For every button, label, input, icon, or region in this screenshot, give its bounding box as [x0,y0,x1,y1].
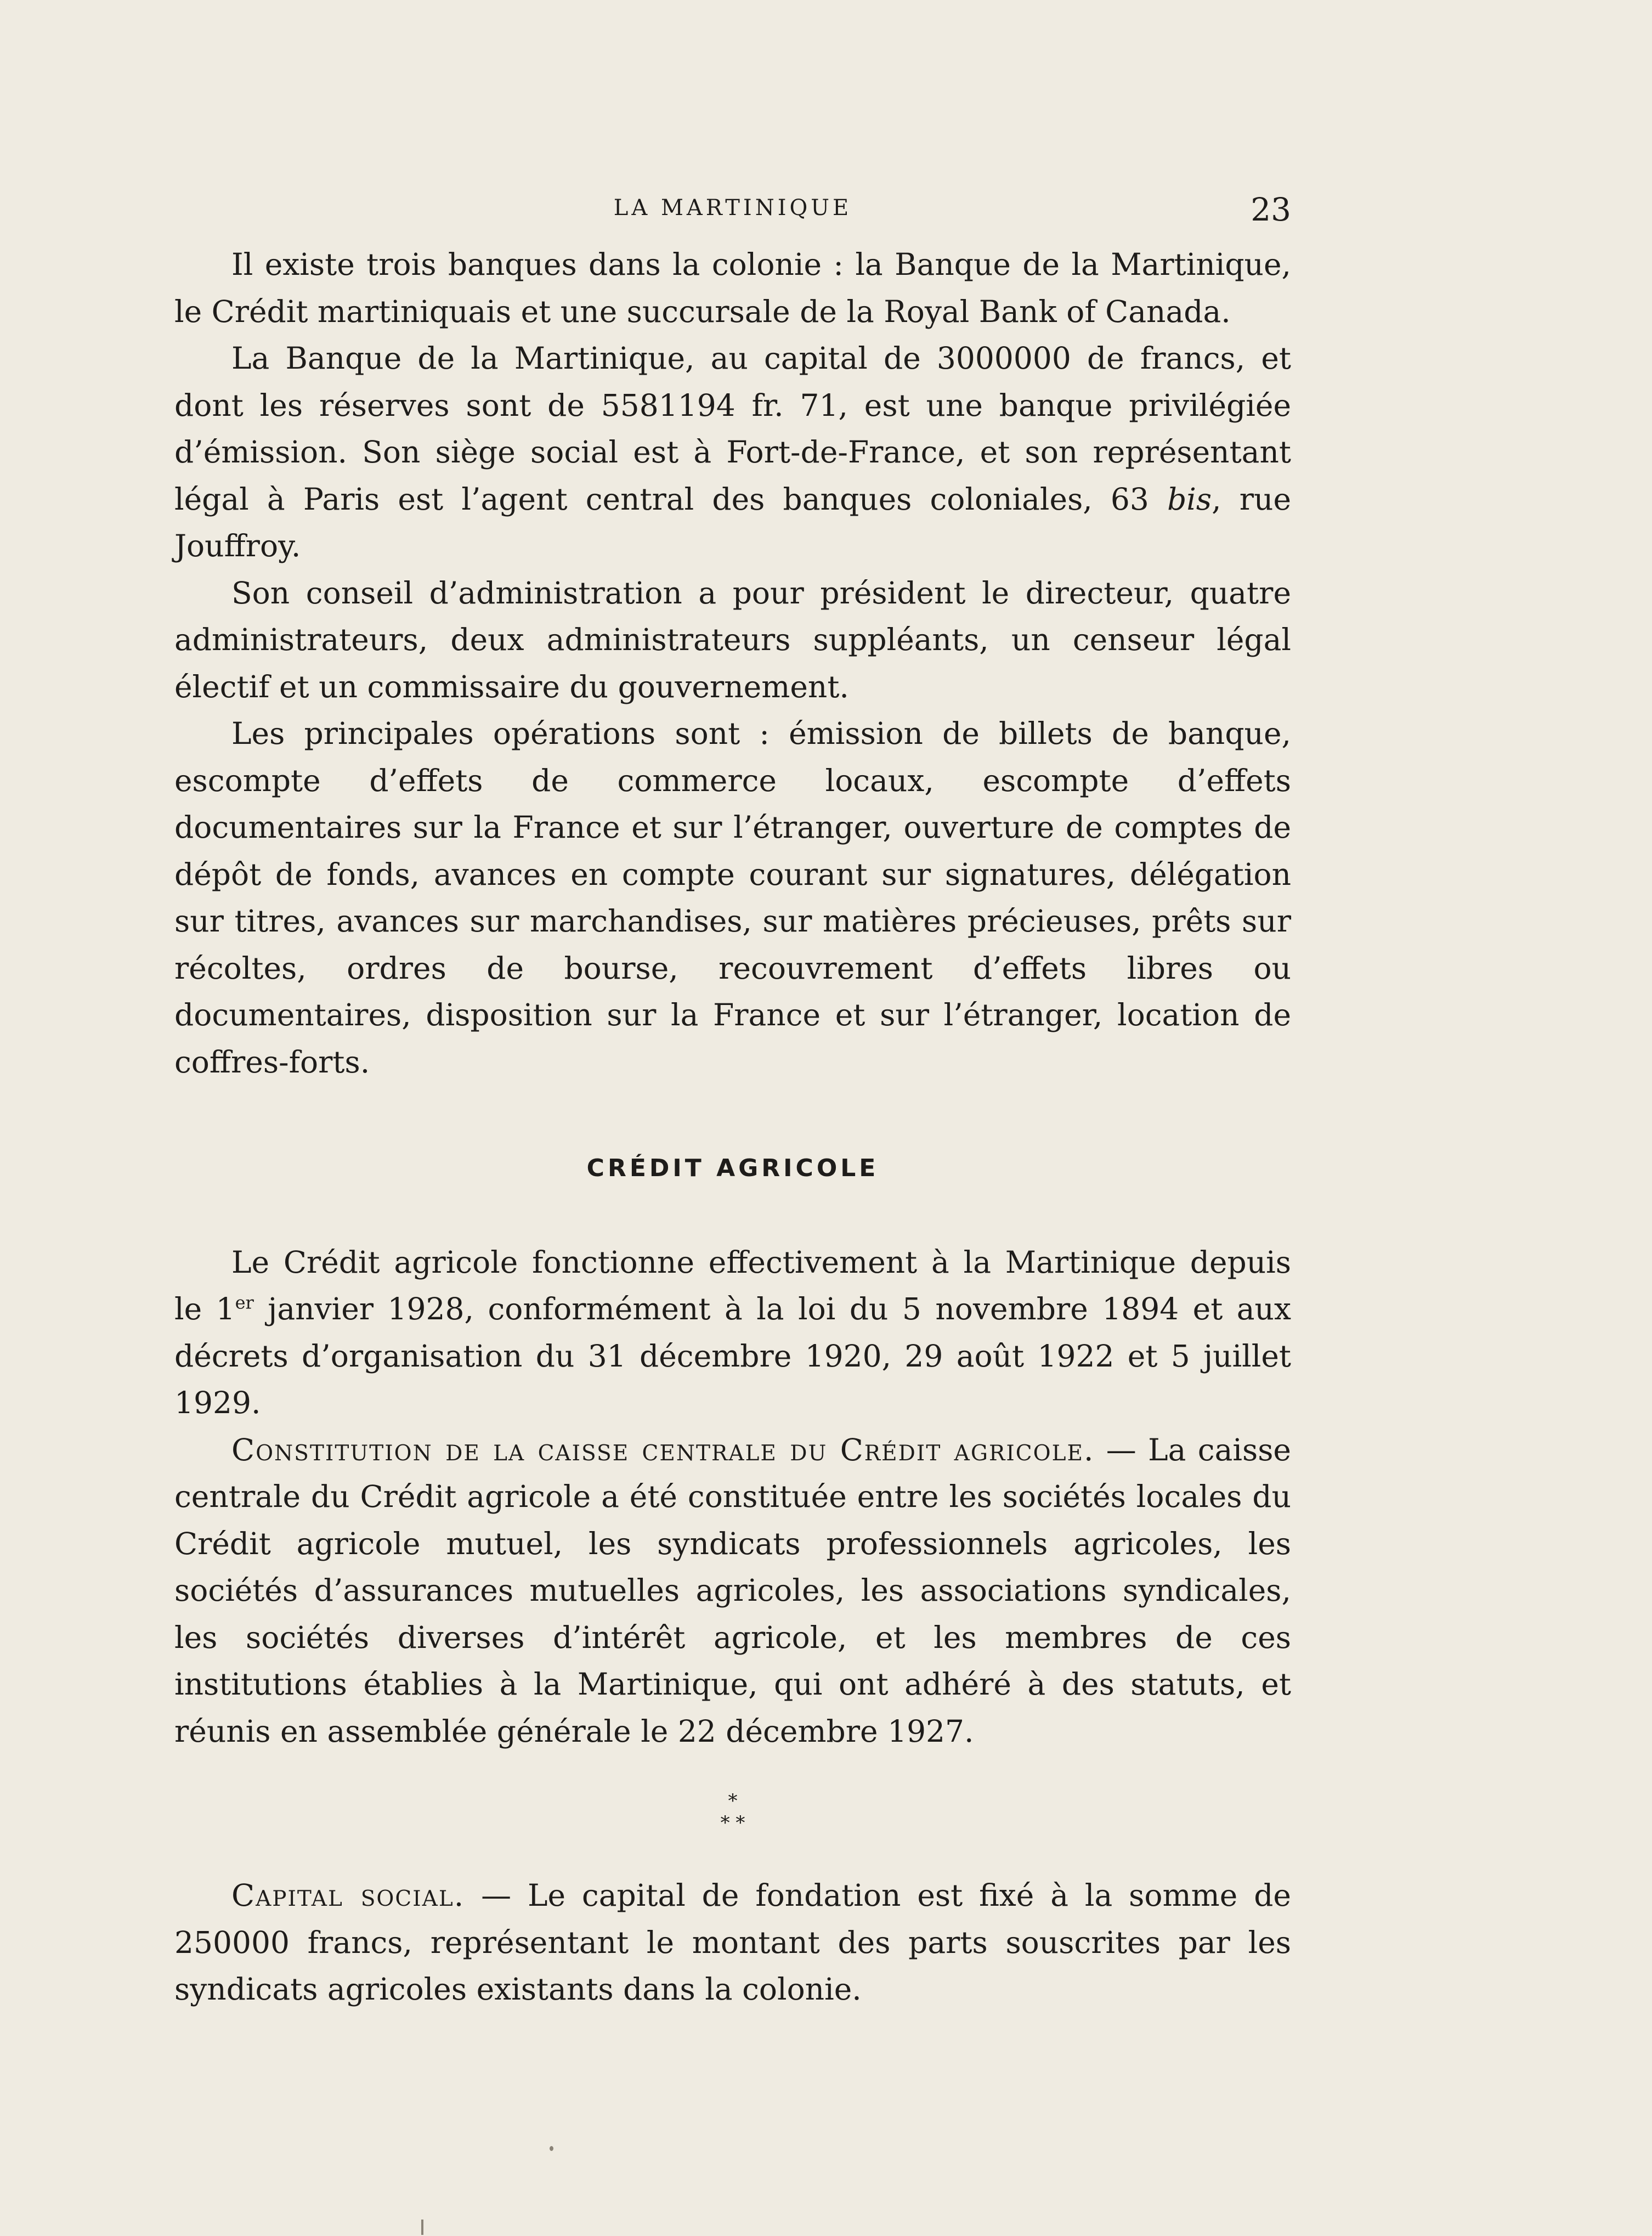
paper-scratch [421,2220,423,2235]
paragraph-capital [174,1872,1291,2013]
paragraph-operations: Les principales opérations sont : émission de billets de banque, escompte d’effets de commerce locaux, escompte d’effets documentaires sur la France et sur l’étranger, ouverture de comptes de dépôt de fonds, avances en compte courant sur signatures, délégation sur titres, avances sur marchandises, sur matières précieuses, prêts sur récoltes, ordres de bourse, recouvrement d’effets libres ou documentaires, disposition sur la France et sur l’étranger, location de coffres-forts. [174,716,1291,1080]
paragraph-banque-martinique [174,335,1291,570]
capital-heading: Capital social. [231,1878,465,1913]
asterism [174,1790,1291,1834]
superscript-er: er [235,1292,254,1313]
paragraph-banque-martinique-end: , rue Jouffroy. [174,481,1292,563]
asterism-top: * [728,1790,738,1812]
paragraph-banque-martinique-text: La Banque de la Martinique, au capital de 3000000 de francs, et dont les réserves sont de 5581194 fr. 71, est une banque privilégiée d’émission. Son siège social est à Fort-de-France, et son représentant légal à Paris est l’agent central des banques coloniales, 63 [174,341,1291,517]
capital-text: — Le capital de fondation est fixé à la somme de 250000 francs, représentant le montant des parts souscrites par les syndicats agricoles existants dans la colonie. [174,1878,1291,2007]
body-text [174,241,1291,2013]
paper-speck [550,2146,553,2151]
section-title: CRÉDIT AGRICOLE [586,1154,879,1182]
credit-agricole-end: janvier 1928, conformément à la loi du 5 novembre 1894 et aux décrets d’organisation du 31 décembre 1920, 29 août 1922 et 5 juillet 1929. [174,1291,1291,1420]
page-number: 23 [1251,191,1291,228]
bis-italic: bis [1167,481,1212,517]
constitution-text: — La caisse centrale du Crédit agricole a été constituée entre les sociétés locales du Crédit agricole mutuel, les syndicats professionnels agricoles, les sociétés d’assurances mutuelles agricoles, les associations syndicales, les sociétés diverses d’intérêt agricole, et les membres de ces institutions établies à la Martinique, qui ont adhéré à des statuts, et réunis en assemblée générale le 22 décembre 1927. [174,1432,1291,1749]
paragraph-conseil: Son conseil d’administration a pour président le directeur, quatre administrateurs, deux administrateurs suppléants, un censeur légal électif et un commissaire du gouvernement. [174,575,1291,704]
constitution-heading: Constitution de la caisse centrale du Crédit agricole. [231,1432,1095,1467]
paragraph-banks: Il existe trois banques dans la colonie : la Banque de la Martinique, le Crédit martiniquais et une succursale de la Royal Bank of Canada. [174,247,1291,329]
paragraph-constitution [174,1427,1291,1755]
paragraph-credit-agricole [174,1239,1291,1427]
credit-agricole-start: Le Crédit agricole fonctionne effectivement à la Martinique depuis le 1 [174,1244,1291,1326]
asterism-bottom: * * [720,1812,745,1834]
running-title: LA MARTINIQUE [613,195,852,221]
running-head [174,191,1291,235]
